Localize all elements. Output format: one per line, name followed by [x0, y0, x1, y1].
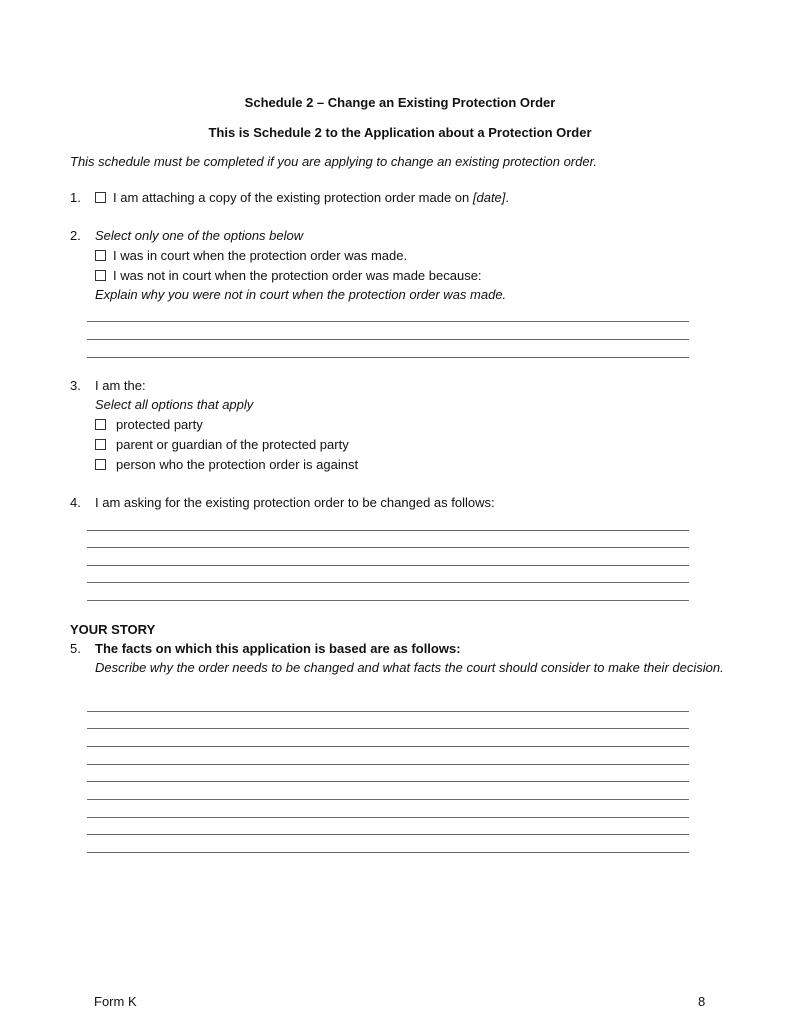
- answer-line[interactable]: [87, 600, 689, 601]
- answer-line[interactable]: [87, 321, 689, 322]
- answer-line[interactable]: [87, 582, 689, 583]
- respondent-checkbox[interactable]: [95, 459, 106, 470]
- answer-line[interactable]: [87, 530, 689, 531]
- question-instruction: Select only one of the options below: [95, 228, 304, 243]
- attach-copy-checkbox[interactable]: [95, 192, 106, 203]
- option-protected-party: [95, 417, 203, 432]
- option-respondent: [95, 457, 358, 472]
- option-label: I was in court when the protection order was made.: [113, 248, 408, 263]
- option-parent-guardian: [95, 437, 349, 452]
- answer-line[interactable]: [87, 746, 689, 747]
- footer-page-number: 8: [698, 994, 706, 1009]
- option-label: person who the protection order is against: [116, 457, 359, 472]
- question-number: 2.: [70, 228, 81, 243]
- option-in-court: [95, 248, 407, 263]
- question-number: 3.: [70, 378, 81, 393]
- section-heading: YOUR STORY: [70, 622, 156, 637]
- question-number: 1.: [70, 190, 81, 205]
- protected-party-checkbox[interactable]: [95, 419, 106, 430]
- option-label: I was not in court when the protection order was made because:: [113, 268, 482, 283]
- option-label: protected party: [116, 417, 203, 432]
- question-text: I am asking for the existing protection order to be changed as follows:: [95, 495, 495, 510]
- footer-form-name: Form K: [94, 994, 137, 1009]
- date-placeholder[interactable]: [date]: [472, 190, 506, 205]
- answer-line[interactable]: [87, 728, 689, 729]
- option-label: parent or guardian of the protected party: [116, 437, 349, 452]
- page-title: Schedule 2 – Change an Existing Protection Order: [244, 95, 556, 110]
- question-number: 4.: [70, 495, 81, 510]
- parent-guardian-checkbox[interactable]: [95, 439, 106, 450]
- answer-line[interactable]: [87, 834, 689, 835]
- answer-line[interactable]: [87, 799, 689, 800]
- answer-line[interactable]: [87, 565, 689, 566]
- answer-line[interactable]: [87, 711, 689, 712]
- in-court-checkbox[interactable]: [95, 250, 106, 261]
- answer-line[interactable]: [87, 781, 689, 782]
- question-text: I am attaching a copy of the existing protection order made on: [113, 190, 473, 205]
- answer-line[interactable]: [87, 357, 689, 358]
- question-instruction: Select all options that apply: [95, 397, 254, 412]
- answer-line[interactable]: [87, 764, 689, 765]
- answer-line[interactable]: [87, 817, 689, 818]
- answer-line[interactable]: [87, 852, 689, 853]
- answer-line[interactable]: [87, 547, 689, 548]
- question-instruction: Describe why the order needs to be changed and what facts the court should consider to make their decision.: [95, 660, 724, 675]
- schedule-instruction: This schedule must be completed if you are applying to change an existing protection order.: [70, 154, 598, 169]
- not-in-court-checkbox[interactable]: [95, 270, 106, 281]
- punctuation: .: [505, 190, 510, 205]
- answer-line[interactable]: [87, 339, 689, 340]
- question-text: The facts on which this application is based are as follows:: [95, 641, 461, 656]
- option-not-in-court: [95, 268, 482, 283]
- page-subtitle: This is Schedule 2 to the Application about a Protection Order: [208, 125, 592, 140]
- explain-instruction: Explain why you were not in court when the protection order was made.: [95, 287, 507, 302]
- question-number: 5.: [70, 641, 81, 656]
- question-text: I am the:: [95, 378, 146, 393]
